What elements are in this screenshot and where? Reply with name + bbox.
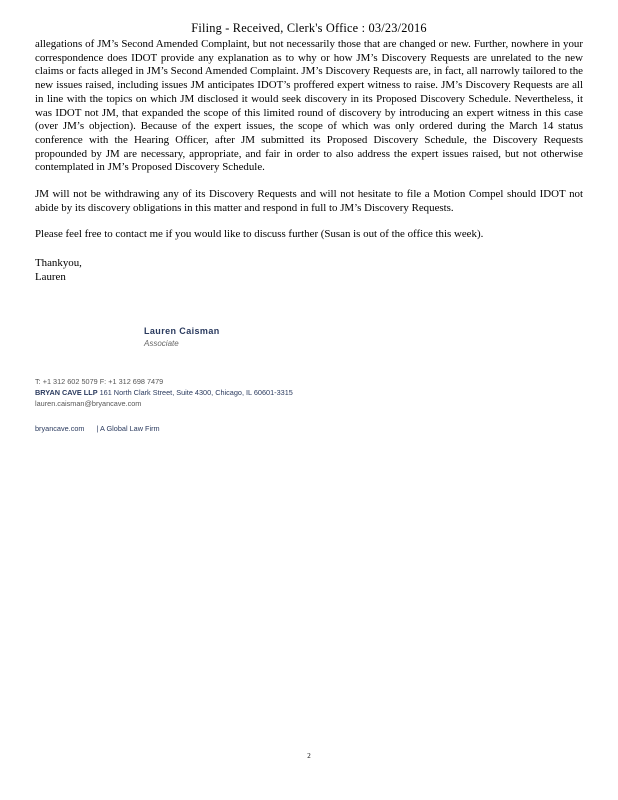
signature-name: Lauren Caisman: [144, 326, 220, 336]
signature-title: Associate: [144, 339, 179, 348]
filing-stamp: Filing - Received, Clerk's Office : 03/23/2016: [191, 20, 427, 35]
website-link[interactable]: bryancave.com: [35, 424, 85, 433]
footer-links: [35, 424, 160, 433]
paragraph-discovery-scope: allegations of JM’s Second Amended Complaint, but not necessarily those that are changed or new. Further, nowhere in your correspondence does IDOT provide any explanation as to why or how JM’s Discovery Requests are unrelated to the new claims or facts alleged in JM’s Second Amended Complaint. JM’s Discovery Requests are, in fact, all narrowly tailored to the new issues raised, including issues JM anticipates IDOT’s proffered expert witness to raise. JM’s Discovery Requests are all in line with the topics on which JM disclosed it would seek discovery in its Proposed Discovery Schedule. Nevertheless, it was IDOT not JM, that expanded the scope of this limited round of discovery by introducing an expert witness in this case (over JM’s objection). Because of the expert issues, the scope of which was only ordered during the March 14 status conference with the Hearing Officer, after JM submitted its Proposed Discovery Schedule, the Discovery Requests propounded by JM are necessary, appropriate, and fair in order to also address the expert issues raised, but not otherwise contemplated in JM’s Proposed Discovery Schedule.: [35, 38, 583, 174]
firm-address: 161 North Clark Street, Suite 4300, Chicago, IL 60601-3315: [97, 388, 293, 397]
closing-thanks: Thankyou,: [35, 257, 82, 270]
firm-name: BRYAN CAVE LLP: [35, 388, 98, 397]
closing-name: Lauren: [35, 271, 66, 284]
contact-block: [35, 376, 293, 409]
contact-phones: T: +1 312 602 5079 F: +1 312 698 7479: [35, 377, 164, 386]
firm-tagline: | A Global Law Firm: [96, 424, 160, 433]
email-body: [35, 38, 583, 284]
contact-email[interactable]: lauren.caisman@bryancave.com: [35, 399, 142, 408]
paragraph-contact: Please feel free to contact me if you would like to discuss further (Susan is out of the office this week).: [35, 228, 484, 241]
signature-block: [144, 326, 220, 348]
contact-address-line: [35, 387, 293, 398]
paragraph-motion-compel: JM will not be withdrawing any of its Discovery Requests and will not hesitate to file a Motion Compel should IDOT not abide by its discovery obligations in this matter and respond in full to JM’s Discovery Requests.: [35, 188, 583, 214]
page-number: 2: [307, 752, 311, 760]
closing: [35, 256, 583, 284]
